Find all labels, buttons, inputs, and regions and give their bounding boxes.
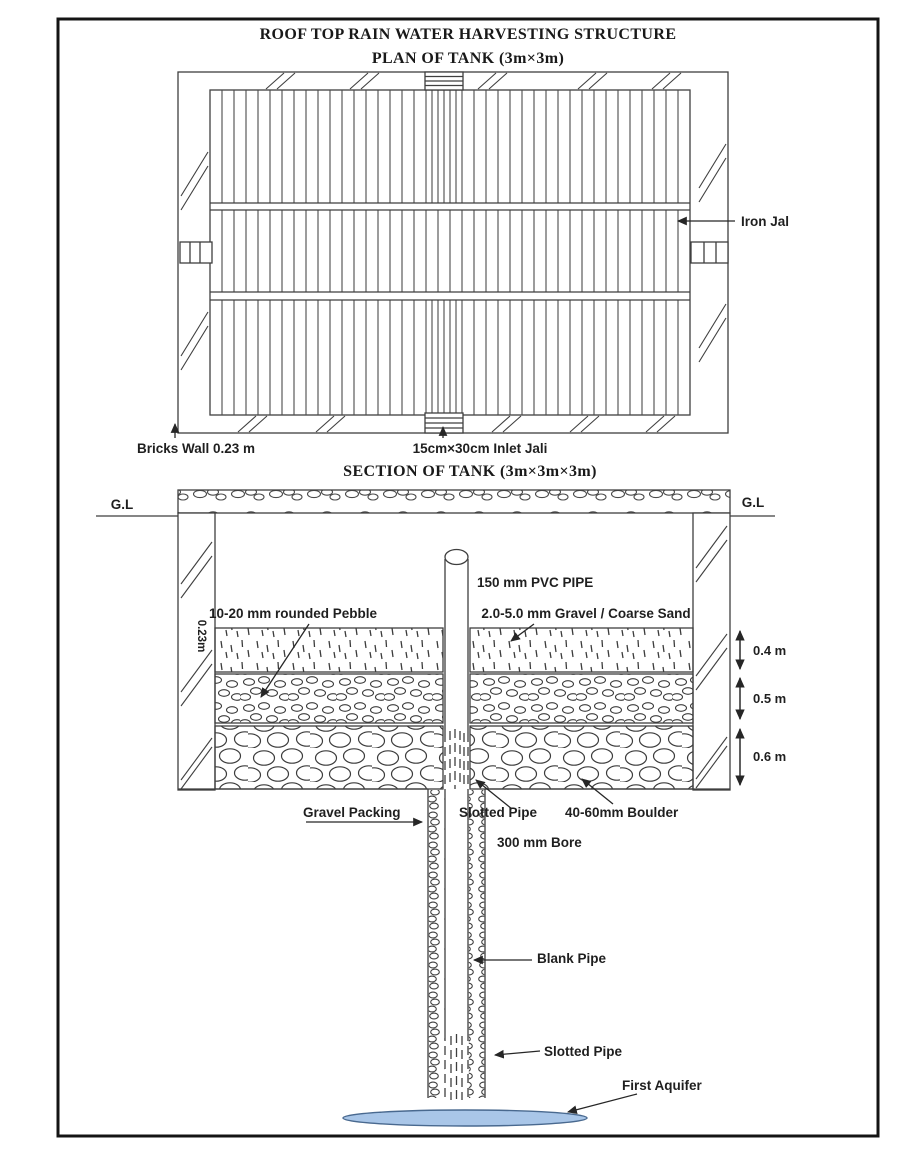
wall-thickness-label: 0.23m (195, 619, 207, 653)
slotted-pipe-lower-arrow (495, 1051, 540, 1055)
section-title: SECTION OF TANK (3m×3m×3m) (343, 463, 597, 480)
page-title: ROOF TOP RAIN WATER HARVESTING STRUCTURE (259, 26, 677, 43)
plan-side-box-left (180, 242, 212, 263)
slotted-pipe-lower-label: Slotted Pipe (544, 1044, 623, 1059)
first-aquifer-label: First Aquifer (622, 1078, 702, 1093)
blank-pipe-label: Blank Pipe (537, 951, 607, 966)
dim-pebble-label: 0.5 m (753, 691, 787, 706)
pipe-slots-upper (445, 729, 468, 789)
plan-inlet-jali-bottom (425, 413, 463, 433)
inlet-jali-label: 15cm×30cm Inlet Jali (412, 441, 548, 456)
gravel-packing-left (429, 790, 445, 1098)
pebble-label: 10-20 mm rounded Pebble (208, 606, 378, 621)
bore-label: 300 mm Bore (497, 835, 582, 850)
pipe-slots-lower (445, 1032, 468, 1102)
dim-sand-label: 0.4 m (753, 643, 787, 658)
bore (428, 789, 485, 1102)
layer-pebble (215, 674, 693, 723)
plan-inlet-jali-top (425, 72, 463, 90)
iron-jal-label: Iron Jal (741, 214, 790, 229)
dim-boulder-label: 0.6 m (753, 749, 787, 764)
first-aquifer-lens (343, 1110, 587, 1126)
boulder-label: 40-60mm Boulder (565, 805, 679, 820)
pvc-pipe-label: 150 mm PVC PIPE (477, 575, 594, 590)
gl-left-label: G.L (110, 497, 134, 512)
slotted-pipe-upper-label: Slotted Pipe (459, 805, 538, 820)
gravel-packing-label: Gravel Packing (303, 805, 401, 820)
layer-gravel-sand (215, 628, 693, 672)
plan-subtitle: PLAN OF TANK (3m×3m) (371, 50, 565, 67)
plan-side-box-right (691, 242, 728, 263)
pipe-top-opening (445, 550, 468, 565)
layer-boulder (215, 726, 693, 789)
pvc-pipe (445, 550, 468, 790)
plan-grating-bars (210, 90, 690, 415)
first-aquifer-arrow (568, 1094, 637, 1112)
gravel-packing-right (469, 790, 485, 1098)
section-top-cover (178, 490, 730, 513)
gravel-sand-label: 2.0-5.0 mm Gravel / Coarse Sand (481, 606, 691, 621)
bricks-wall-label: Bricks Wall 0.23 m (137, 441, 256, 456)
gl-right-label: G.L (741, 495, 765, 510)
plan-view (178, 72, 728, 433)
